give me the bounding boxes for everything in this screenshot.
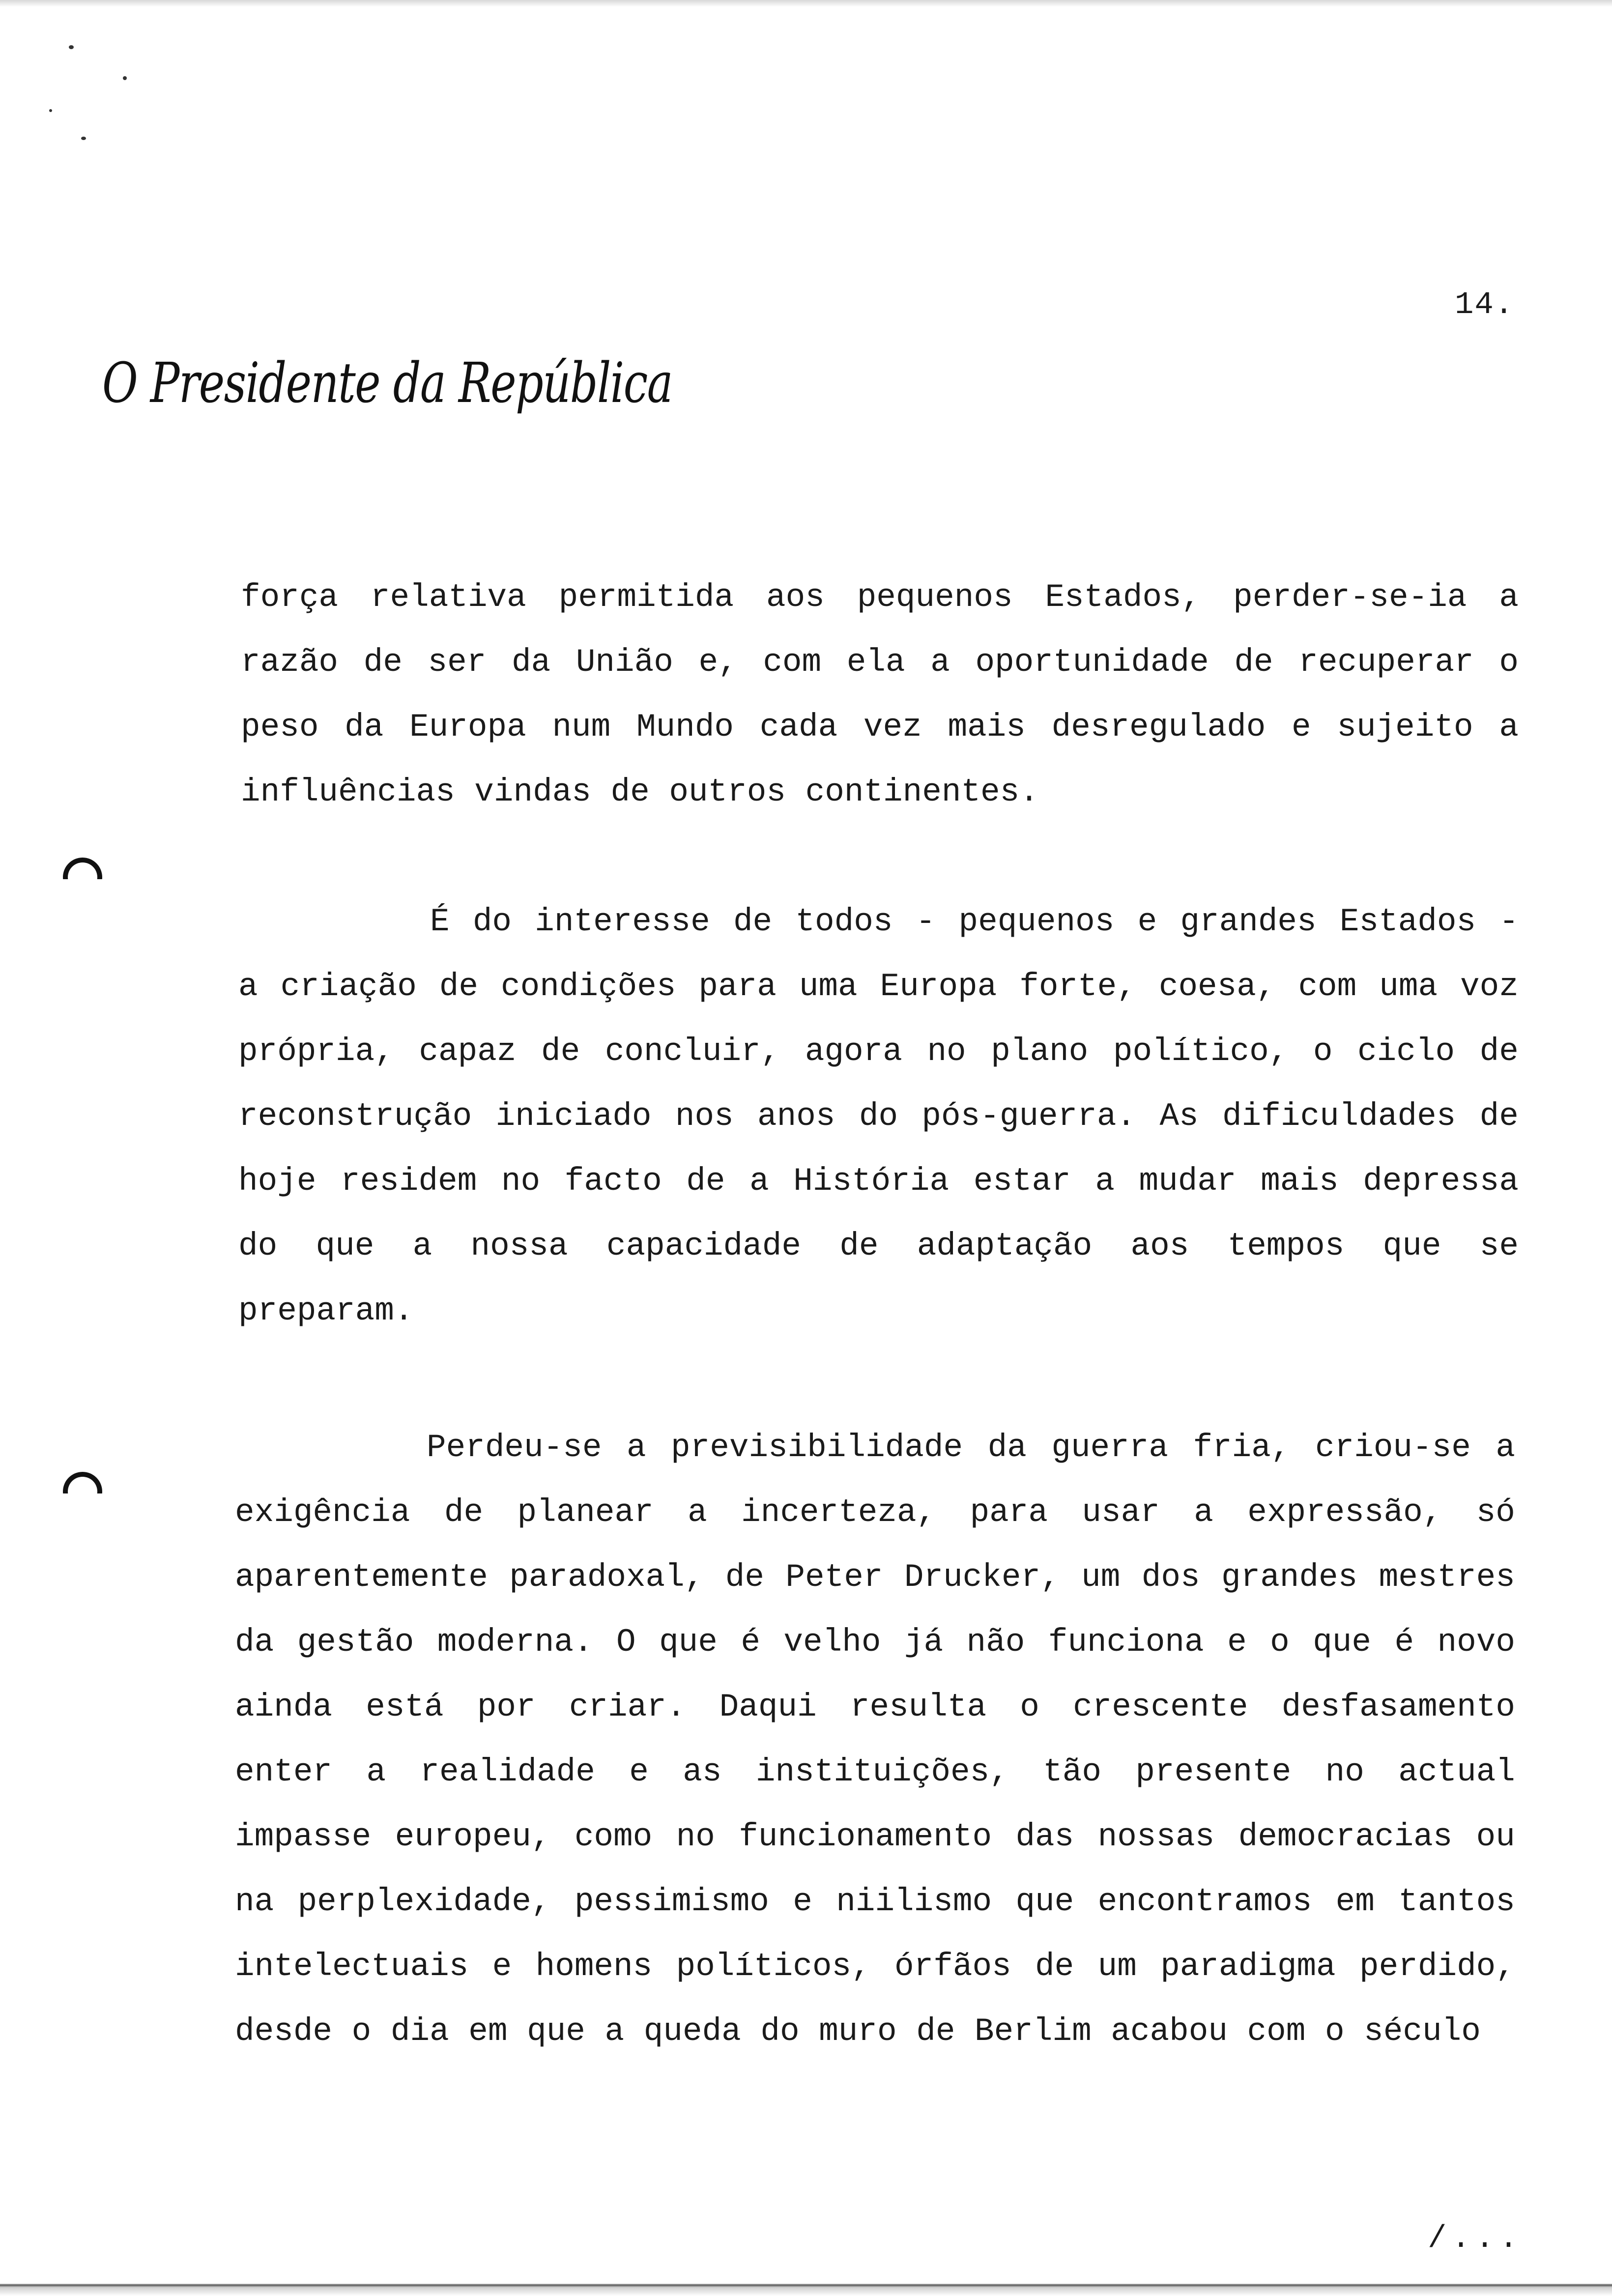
scan-speck xyxy=(49,109,52,112)
text-line: intelectuais e homens políticos, órfãos de um paradigma perdido, xyxy=(235,1948,1515,1985)
letterhead-text: O Presidente da República xyxy=(102,351,672,415)
text-line: do que a nossa capacidade de adaptação aos tempos que se xyxy=(238,1228,1519,1264)
text-line: razão de ser da União e, com ela a oportunidade de recuperar o xyxy=(241,644,1519,681)
text-line: Perdeu-se a previsibilidade da guerra fria, criou-se a xyxy=(427,1429,1515,1466)
text-line: influências vindas de outros continentes. xyxy=(241,774,1039,810)
scan-speck xyxy=(81,137,86,140)
body-paragraph-2 xyxy=(238,890,1519,1344)
text-line: própria, capaz de concluir, agora no plano político, o ciclo de xyxy=(238,1033,1519,1070)
punch-hole xyxy=(63,858,102,897)
text-line: impasse europeu, como no funcionamento das nossas democracias ou xyxy=(235,1818,1515,1855)
page-number: 14. xyxy=(1455,287,1515,323)
text-line: reconstrução iniciado nos anos do pós-guerra. As dificuldades de xyxy=(238,1098,1519,1135)
text-line: É do interesse de todos - pequenos e grandes Estados - xyxy=(430,903,1519,940)
text-line: a criação de condições para uma Europa forte, coesa, com uma voz xyxy=(238,968,1519,1005)
body-paragraph-1 xyxy=(241,565,1519,825)
text-line: desde o dia em que a queda do muro de Berlim acabou com o século xyxy=(235,2013,1481,2050)
text-line: hoje residem no facto de a História estar a mudar mais depressa xyxy=(238,1163,1519,1200)
text-line: peso da Europa num Mundo cada vez mais desregulado e sujeito a xyxy=(241,709,1519,746)
text-line: preparam. xyxy=(238,1292,414,1329)
scan-top-edge xyxy=(0,0,1612,7)
punch-hole xyxy=(63,1472,102,1511)
text-line: enter a realidade e as instituições, tão presente no actual xyxy=(235,1753,1515,1790)
body-paragraph-3 xyxy=(235,1415,1515,2064)
letterhead-script xyxy=(98,344,678,428)
text-line: força relativa permitida aos pequenos Estados, perder-se-ia a xyxy=(241,579,1519,616)
continuation-mark: /... xyxy=(1428,2221,1523,2257)
scan-speck xyxy=(123,76,127,80)
scan-bottom-edge xyxy=(0,2280,1612,2296)
text-line: ainda está por criar. Daqui resulta o crescente desfasamento xyxy=(235,1689,1515,1725)
text-line: da gestão moderna. O que é velho já não funciona e o que é novo xyxy=(235,1624,1515,1661)
text-line: aparentemente paradoxal, de Peter Drucker, um dos grandes mestres xyxy=(235,1559,1515,1596)
text-line: exigência de planear a incerteza, para usar a expressão, só xyxy=(235,1494,1515,1531)
text-line: na perplexidade, pessimismo e niilismo que encontramos em tantos xyxy=(235,1883,1515,1920)
scan-speck xyxy=(69,45,74,49)
